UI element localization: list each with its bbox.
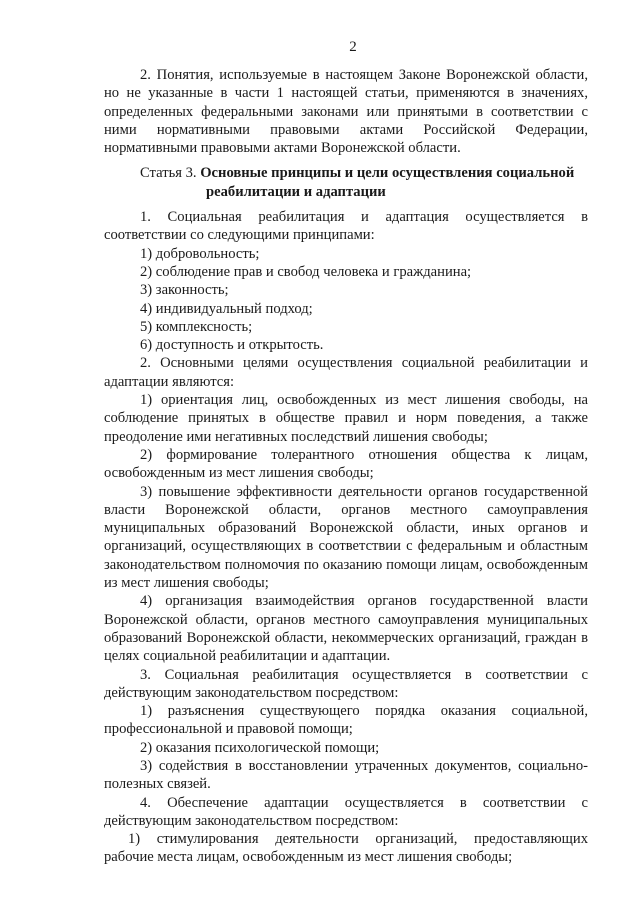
document-body	[104, 66, 588, 867]
list-item: 3) повышение эффективности деятельности органов государственной власти Воронежской области, органов местного самоуправления муниципальных образований Воронежской области, иных органов и организаций, осуществляющих в соответствии с федеральным и областным законодательством полномочия по оказанию помощи лицам, освобожденным из мест лишения свободы;	[104, 483, 588, 592]
list-item: 2) оказания психологической помощи;	[140, 739, 380, 756]
list-item: 5) комплексность;	[140, 318, 253, 335]
list-item: 3) содействия в восстановлении утраченных документов, социально-полезных связей.	[104, 757, 588, 793]
list-item: 1) добровольность;	[140, 245, 260, 262]
list-item: 3) законность;	[140, 282, 229, 299]
list-item: 6) доступность и открытость.	[140, 337, 324, 354]
article-number: Статья 3.	[140, 165, 197, 182]
paragraph-goals-intro: 2. Основными целями осуществления социальной реабилитации и адаптации являются:	[104, 355, 588, 390]
paragraph-definitions: 2. Понятия, используемые в настоящем Законе Воронежской области, но не указанные в части 1 настоящей статьи, применяются в значениях, определенных федеральными законами или принятыми в соответствии с ними нормативными правовыми актами Российской Федерации, нормативными правовыми актами Воронежской области.	[104, 67, 588, 157]
list-item: 4) организация взаимодействия органов государственной власти Воронежской области, органов местного самоуправления муниципальных образований Воронежской области, некоммерческих организаций, граждан в целях социальной реабилитации и адаптации.	[104, 593, 588, 665]
article-heading	[104, 164, 588, 201]
list-item: 1) разъяснения существующего порядка оказания социальной, профессиональной и правовой помощи;	[104, 703, 588, 738]
list-item: 2) соблюдение прав и свобод человека и гражданина;	[140, 263, 472, 280]
article-title-line1: Основные принципы и цели осуществления социальной	[200, 165, 575, 182]
list-item: 1) стимулирования деятельности организаций, предоставляющих рабочие места лицам, освобожденным из мест лишения свободы;	[104, 831, 588, 866]
list-item: 1) ориентация лиц, освобожденных из мест лишения свободы, на соблюдение принятых в обществе правил и норм поведения, а также преодоление ими негативных последствий лишения свободы;	[104, 392, 588, 445]
list-item: 2) формирование толерантного отношения общества к лицам, освобожденным из мест лишения свободы;	[104, 446, 588, 482]
list-item: 4) индивидуальный подход;	[140, 300, 313, 317]
page-number: 2	[349, 39, 357, 55]
article-title-line2: реабилитации и адаптации	[206, 183, 386, 200]
paragraph-rehabilitation-means: 3. Социальная реабилитация осуществляется в соответствии с действующим законодательством посредством:	[104, 666, 588, 701]
paragraph-principles-intro: 1. Социальная реабилитация и адаптация осуществляется в соответствии со следующими принципами:	[104, 209, 588, 244]
paragraph-adaptation-means: 4. Обеспечение адаптации осуществляется в соответствии с действующим законодательством посредством:	[104, 794, 588, 829]
